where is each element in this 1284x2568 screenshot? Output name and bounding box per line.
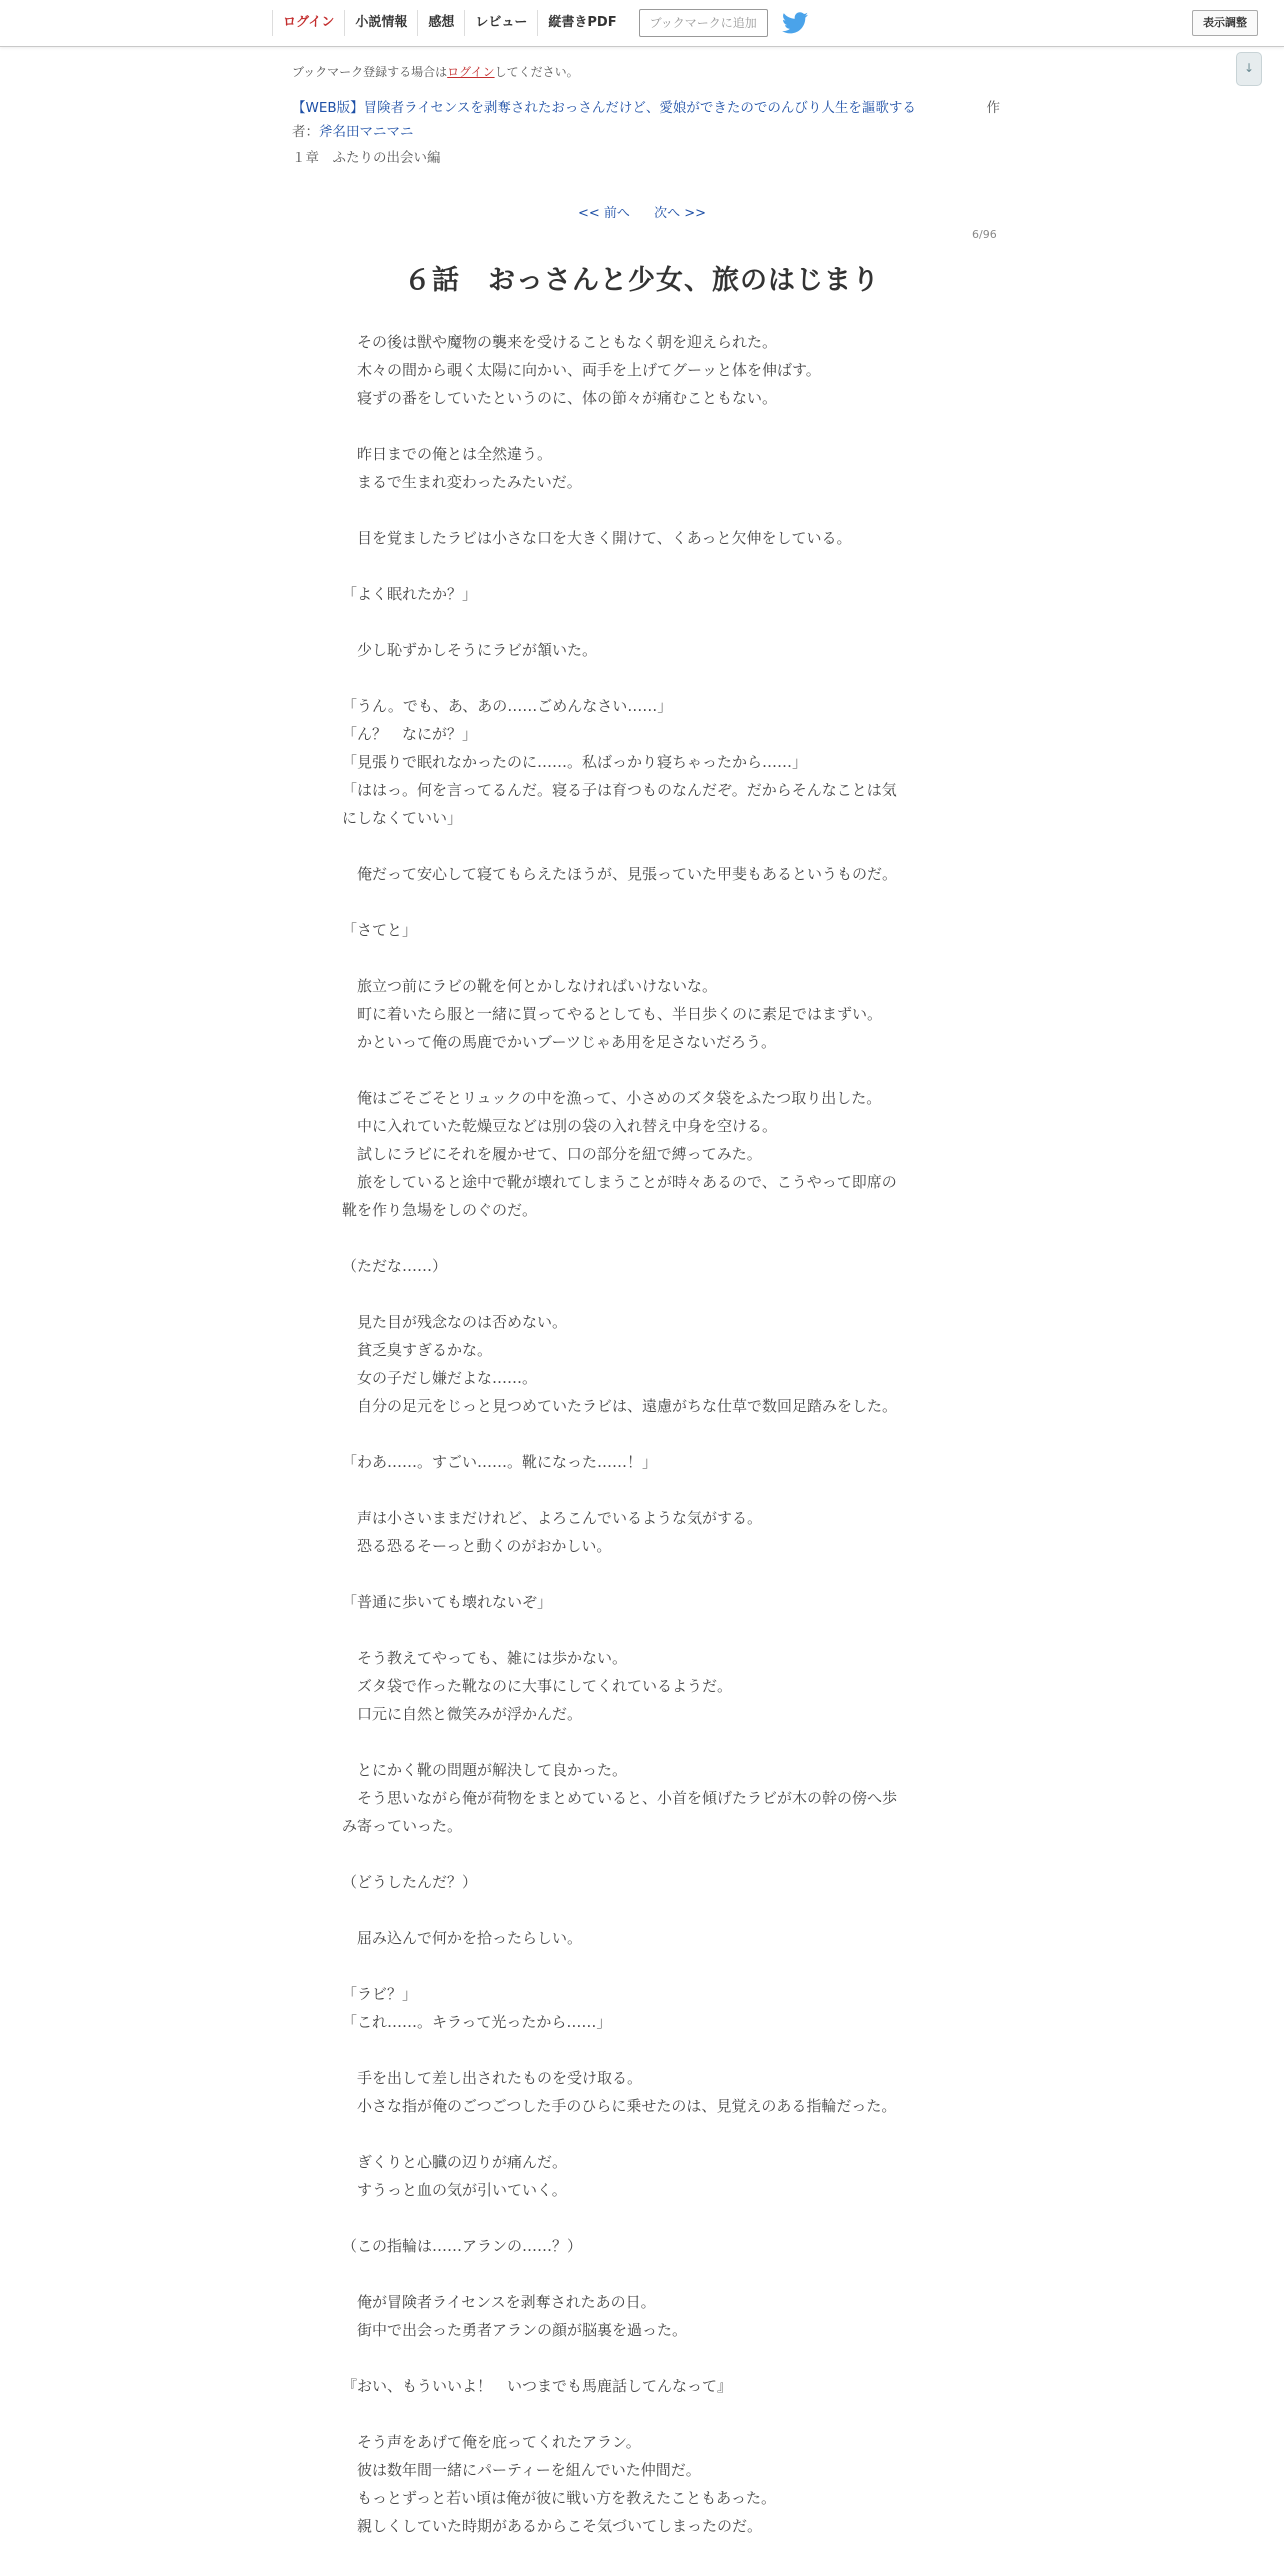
novel-line: 小さな指が俺のごつごつした手のひらに乗せたのは、見覚えのある指輪だった。 [342,2097,897,2115]
novel-line: 親しくしていた時期があるからこそ気づいてしまったのだ。 [342,2517,763,2535]
novel-line [342,2344,942,2372]
prev-episode-link[interactable]: << 前へ [578,206,630,221]
episode-title: ６話 おっさんと少女、旅のはじまり [404,265,880,296]
novel-line [342,832,942,860]
novel-line: かといって俺の馬鹿でかいブーツじゃあ用を足さないだろう。 [342,1033,776,1051]
novel-line: （ただな……） [342,1257,448,1275]
bookmark-note-login-link[interactable]: ログイン [447,65,495,79]
novel-line: 「これ……。キラって光ったから……」 [342,2013,612,2031]
novel-line [342,1560,942,1588]
episode-count: 6/96 [972,228,997,241]
novel-line: 少し恥ずかしそうにラビが頷いた。 [342,641,598,659]
author-label-part1: 作 [986,100,1000,116]
novel-line [342,2036,942,2064]
vertical-pdf-link[interactable]: 縦書きPDF [537,10,626,36]
novel-line: 街中で出会った勇者アランの顔が脳裏を過った。 [342,2321,688,2339]
top-nav-bar [0,0,1284,47]
novel-line: 木々の間から覗く太陽に向かい、両手を上げてグーッと体を伸ばす。 [342,361,821,379]
next-episode-link[interactable]: 次へ >> [654,206,706,221]
novel-line: 「ははっ。何を言ってるんだ。寝る子は育つものなんだぞ。だからそんなことは気 [342,781,897,799]
novel-line [342,664,942,692]
display-settings-button[interactable]: 表示調整 [1192,10,1258,36]
novel-line: 女の子だし嫌だよな……。 [342,1369,538,1387]
novel-line: 俺はごそごそとリュックの中を漁って、小さめのズタ袋をふたつ取り出した。 [342,1089,882,1107]
novel-line: 口元に自然と微笑みが浮かんだ。 [342,1705,583,1723]
novel-line: すうっと血の気が引いていく。 [342,2181,567,2199]
novel-line: 昨日までの俺とは全然違う。 [342,445,553,463]
novel-line [342,552,942,580]
novel-line: み寄っていった。 [342,1817,463,1835]
novel-line: ズタ袋で作った靴なのに大事にしてくれているようだ。 [342,1677,733,1695]
novel-line [342,496,942,524]
impressions-link[interactable]: 感想 [417,10,464,36]
novel-line: 「ラビ？」 [342,1985,418,2003]
novel-line [342,1840,942,1868]
novel-line: 町に着いたら服と一緒に買ってやるとしても、半日歩くのに素足ではまずい。 [342,1005,883,1023]
login-link[interactable]: ログイン [272,10,344,36]
novel-line [342,1224,942,1252]
novel-line: 「普通に歩いても壊れないぞ」 [342,1593,553,1611]
novel-line: 恐る恐るそーっと動くのがおかしい。 [342,1537,612,1555]
main-nav [272,0,810,46]
novel-line [342,1476,942,1504]
novel-line: その後は獣や魔物の襲来を受けることもなく朝を迎えられた。 [342,333,778,351]
novel-line [342,2400,942,2428]
twitter-bird-icon[interactable] [782,11,810,35]
novel-line [342,1952,942,1980]
novel-line [342,1616,942,1644]
novel-line: 「よく眠れたか？」 [342,585,478,603]
novel-line [342,1896,942,1924]
novel-line: （どうしたんだ？） [342,1873,478,1891]
novel-line: 俺が冒険者ライセンスを剥奪されたあの日。 [342,2293,656,2311]
novel-line [342,1280,942,1308]
novel-line [342,608,942,636]
bookmark-note-suffix: してください。 [494,65,579,79]
novel-line: 中に入れていた乾燥豆などは別の袋の入れ替え中身を空ける。 [342,1117,778,1135]
novel-line: 手を出して差し出されたものを受け取る。 [342,2069,643,2087]
author-name-link[interactable]: 斧名田マニマニ [319,124,414,140]
novel-line: 「ん？ なにが？」 [342,725,478,743]
novel-line: 『おい、もういいよ！ いつまでも馬鹿話してんなって』 [342,2377,733,2395]
novel-line: ぎくりと心臓の辺りが痛んだ。 [342,2153,568,2171]
bookmark-add-button[interactable]: ブックマークに追加 [639,9,768,37]
novel-line: 旅立つ前にラビの靴を何とかしなければいけないな。 [342,977,718,995]
novel-line: 俺だって安心して寝てもらえたほうが、見張っていた甲斐もあるというものだ。 [342,865,898,883]
novel-line: 試しにラビにそれを履かせて、口の部分を紐で縛ってみた。 [342,1145,762,1163]
novel-line: にしなくていい」 [342,809,463,827]
novel-line: そう教えてやっても、雑には歩かない。 [342,1649,628,1667]
novel-line: まるで生まれ変わったみたいだ。 [342,473,582,491]
series-title-link[interactable]: 【WEB版】冒険者ライセンスを剥奪されたおっさんだけど、愛娘ができたのでのんびり人生を謳歌する [292,100,916,116]
novel-header [292,96,1000,170]
bookmark-login-note [292,63,579,80]
novel-line: （この指輪は……アランの……？） [342,2237,583,2255]
novel-line [342,2120,942,2148]
novel-line: 自分の足元をじっと見つめていたラビは、遠慮がちな仕草で数回足踏みをした。 [342,1397,898,1415]
novel-line [342,888,942,916]
novel-line: そう思いながら俺が荷物をまとめていると、小首を傾げたラビが木の幹の傍へ歩 [342,1789,898,1807]
novel-line: とにかく靴の問題が解決して良かった。 [342,1761,628,1779]
novel-line: 目を覚ましたラビは小さな口を大きく開けて、くあっと欠伸をしている。 [342,529,852,547]
novel-line [342,412,942,440]
novel-line: 彼は数年間一緒にパーティーを組んでいた仲間だ。 [342,2461,701,2479]
novel-line: 靴を作り急場をしのぐのだ。 [342,1201,538,1219]
novel-body-text [342,328,942,2540]
novel-line: 「うん。でも、あ、あの……ごめんなさい……」 [342,697,673,715]
novel-line: もっとずっと若い頃は俺が彼に戦い方を教えたこともあった。 [342,2489,776,2507]
novel-line [342,2204,942,2232]
scroll-down-arrow-icon[interactable]: ↓ [1236,52,1262,86]
novel-line [342,1420,942,1448]
novel-line: そう声をあげて俺を庇ってくれたアラン。 [342,2433,641,2451]
novel-line: 「わあ……。すごい……。靴になった……！」 [342,1453,658,1471]
novel-line: 「見張りで眠れなかったのに……。私ばっかり寝ちゃったから……」 [342,753,808,771]
novel-line: 旅をしていると途中で靴が壊れてしまうことが時々あるので、こうやって即席の [342,1173,897,1191]
novel-line [342,944,942,972]
novel-line: 見た目が残念なのは否めない。 [342,1313,568,1331]
author-label-part2: 者： [292,124,319,140]
novel-line [342,1056,942,1084]
novel-line: 貧乏臭すぎるかな。 [342,1341,493,1359]
novel-line: 寝ずの番をしていたというのに、体の節々が痛むこともない。 [342,389,778,407]
novel-line [342,1728,942,1756]
review-link[interactable]: レビュー [464,10,537,36]
chapter-title: １章 ふたりの出会い編 [292,150,441,166]
novel-info-link[interactable]: 小説情報 [344,10,417,36]
episode-pager [0,202,1284,221]
bookmark-note-prefix: ブックマーク登録する場合は [292,65,448,79]
novel-line: 「さてと」 [342,921,418,939]
novel-line [342,2260,942,2288]
novel-line: 声は小さいままだけれど、よろこんでいるような気がする。 [342,1509,763,1527]
novel-line: 屈み込んで何かを拾ったらしい。 [342,1929,583,1947]
